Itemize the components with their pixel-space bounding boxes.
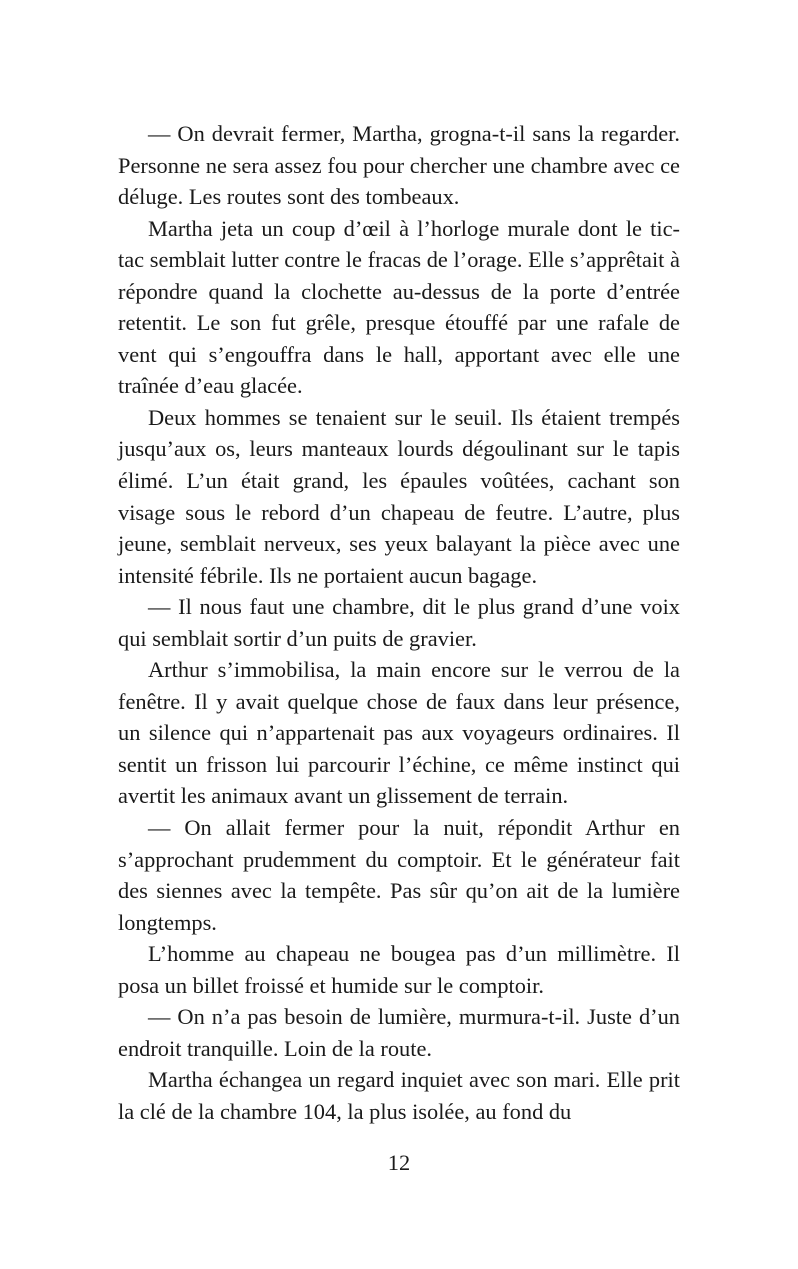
paragraph: Martha échangea un regard inquiet avec son mari. Elle prit la clé de la chambre 104, la plus isolée, au fond du (118, 1067, 680, 1124)
paragraph: — Il nous faut une chambre, dit le plus grand d’une voix qui semblait sortir d’un puits de gravier. (118, 594, 680, 651)
paragraph: Martha jeta un coup d’œil à l’horloge murale dont le tic-tac semblait lutter contre le fracas de l’orage. Elle s’apprêtait à répondre quand la clochette au-dessus de la porte d’entrée retentit. Le son fut grêle, presque étouffé par une rafale de vent qui s’engouffra dans le hall, apportant avec elle une traînée d’eau glacée. (118, 215, 680, 399)
paragraph: — On allait fermer pour la nuit, répondit Arthur en s’approchant prudemment du comptoir. Et le générateur fait des siennes avec la tempête. Pas sûr qu’on ait de la lumière longtemps. (118, 815, 680, 935)
paragraph: — On devrait fermer, Martha, grogna-t-il sans la regarder. Personne ne sera assez fou pour chercher une chambre avec ce déluge. Les routes sont des tombeaux. (118, 121, 680, 210)
paragraph: L’homme au chapeau ne bougea pas d’un millimètre. Il posa un billet froissé et humide sur le comptoir. (118, 941, 680, 998)
paragraph: Arthur s’immobilisa, la main encore sur le verrou de la fenêtre. Il y avait quelque chose de faux dans leur présence, un silence qui n’appartenait pas aux voyageurs ordinaires. Il sentit un frisson lui parcourir l’échine, ce même instinct qui avertit les animaux avant un glissement de terrain. (118, 657, 680, 809)
paragraph: Deux hommes se tenaient sur le seuil. Ils étaient trempés jusqu’aux os, leurs manteaux lourds dégoulinant sur le tapis élimé. L’un était grand, les épaules voûtées, cachant son visage sous le rebord d’un chapeau de feutre. L’autre, plus jeune, semblait nerveux, ses yeux balayant la pièce avec une intensité fébrile. Ils ne portaient aucun bagage. (118, 404, 680, 588)
paragraph: — On n’a pas besoin de lumière, murmura-t-il. Juste d’un endroit tranquille. Loin de la route. (118, 1004, 680, 1061)
page-number: 12 (387, 1150, 411, 1175)
body-text (118, 118, 680, 1128)
